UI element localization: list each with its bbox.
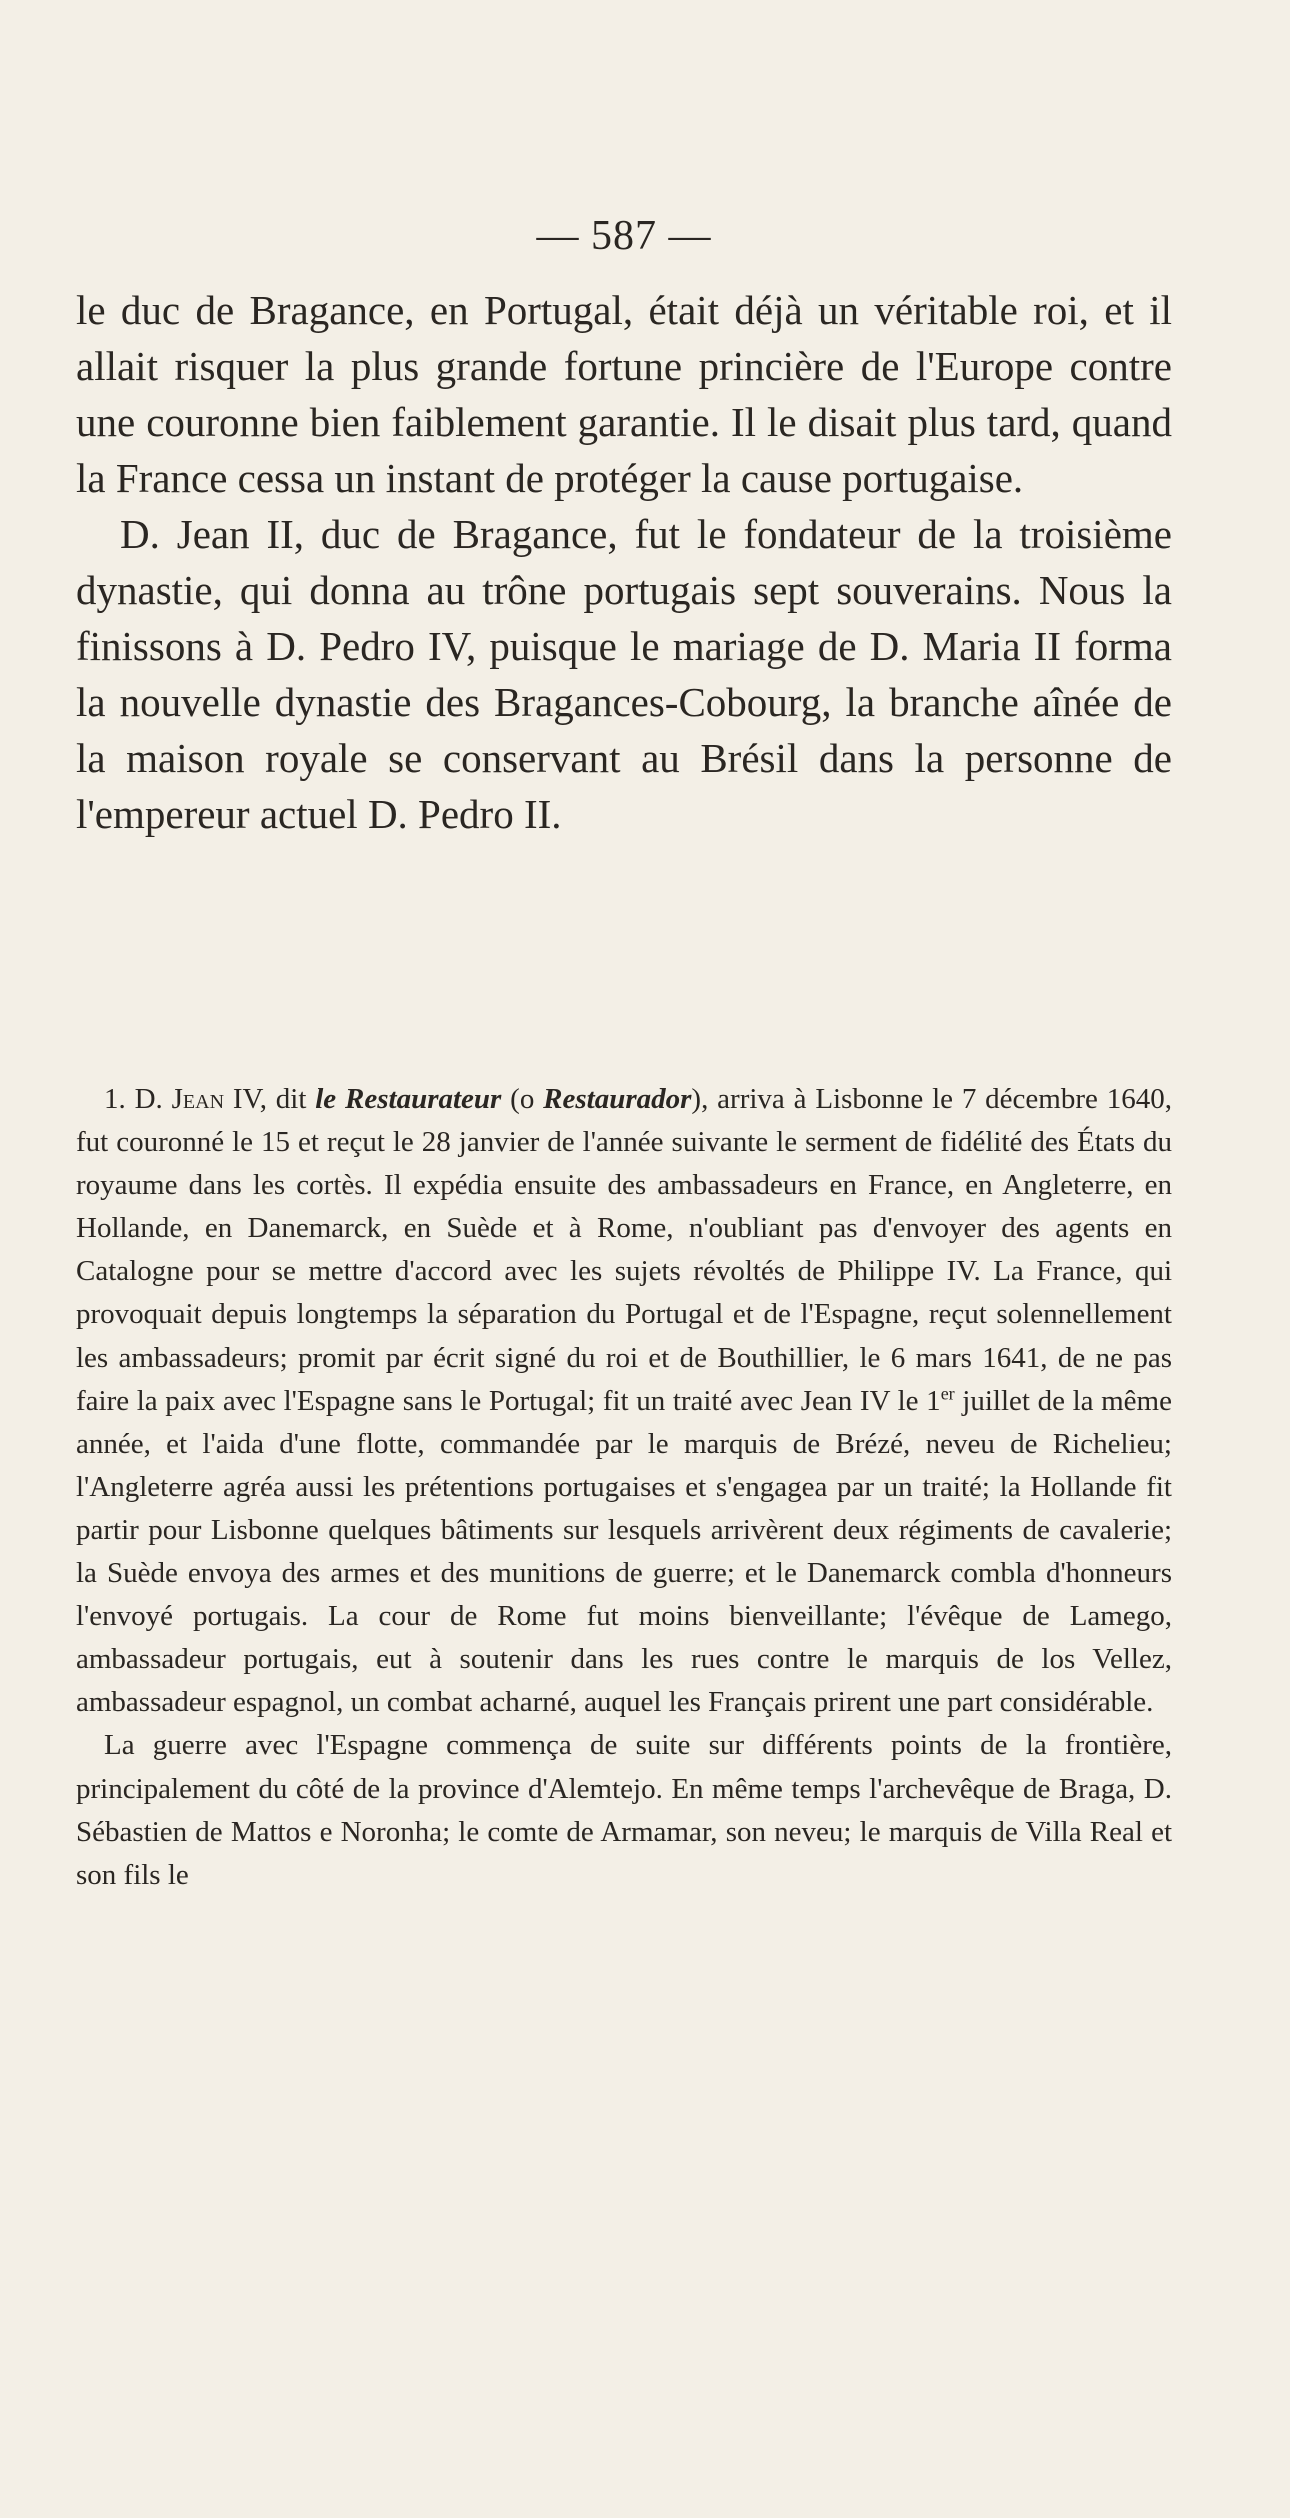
footnote-superscript: er [940, 1383, 955, 1403]
footnote-paragraph-2: La guerre avec l'Espagne commença de suite sur différents points de la frontière, principalement du côté de la province d'Alemtejo. En même temps l'archevêque de Braga, D. Sébastien de Mattos e Noronha; le comte de Armamar, son neveu; le marquis de Villa Real et son fils le [76, 1729, 1172, 1891]
footnote-text-b: ), arriva à Lisbonne le 7 décembre 1640, fut couronné le 15 et reçut le 28 janvier de l'année suivante le serment de fidélité des États du royaume dans les cortès. Il expédia ensuite des ambassadeurs en France, en Angleterre, en Hollande, en Danemarck, en Suède et à Rome, n'oubliant pas d'envoyer des agents en Catalogne pour se mettre d'accord avec les sujets révoltés de Philippe IV. La France, qui provoquait depuis longtemps la séparation du Portugal et de l'Espagne, reçut solennellement les ambassadeurs; promit par écrit signé du roi et de Bouthillier, le 6 mars 1641, de ne pas faire la paix avec l'Espagne sans le Portugal; fit un traité avec Jean IV le 1 [76, 1083, 1172, 1417]
book-page [76, 0, 1172, 2518]
main-text [76, 282, 1172, 842]
footnote [76, 1078, 1172, 1897]
page-number: — 587 — [536, 213, 712, 259]
footnote-name: Jean [171, 1083, 225, 1115]
footnote-marker: 1. D. [104, 1083, 163, 1115]
footnote-paragraph-1 [76, 1078, 1172, 1724]
footnote-text-a: IV, dit [224, 1083, 316, 1115]
main-paragraph-1: le duc de Bragance, en Portugal, était déjà un véritable roi, et il allait risquer la plus grande fortune princière de l'Europe contre une couronne bien faiblement garantie. Il le disait plus tard, quand la France cessa un instant de protéger la cause portugaise. [76, 287, 1172, 501]
footnote-paren-open: (o [501, 1083, 544, 1115]
main-paragraph-2: D. Jean II, duc de Bragance, fut le fondateur de la troisième dynastie, qui donna au trône portugais sept souverains. Nous la finissons à D. Pedro IV, puisque le mariage de D. Maria II forma la nouvelle dynastie des Bragances-Cobourg, la branche aînée de la maison royale se conservant au Brésil dans la personne de l'empereur actuel D. Pedro II. [76, 511, 1172, 837]
footnote-title-fr: le Restaurateur [315, 1083, 502, 1115]
footnote-title-pt: Restaurador [543, 1083, 692, 1115]
footnote-text-c: juillet de la même année, et l'aida d'une flotte, commandée par le marquis de Brézé, neveu de Richelieu; l'Angleterre agréa aussi les prétentions portugaises et s'engagea par un traité; la Hollande fit partir pour Lisbonne quelques bâtiments sur lesquels arrivèrent deux régiments de cavalerie; la Suède envoya des armes et des munitions de guerre; et le Danemarck combla d'honneurs l'envoyé portugais. La cour de Rome fut moins bienveillante; l'évêque de Lamego, ambassadeur portugais, eut à soutenir dans les rues contre le marquis de los Vellez, ambassadeur espagnol, un combat acharné, auquel les Français prirent une part considérable. [76, 1384, 1172, 1719]
